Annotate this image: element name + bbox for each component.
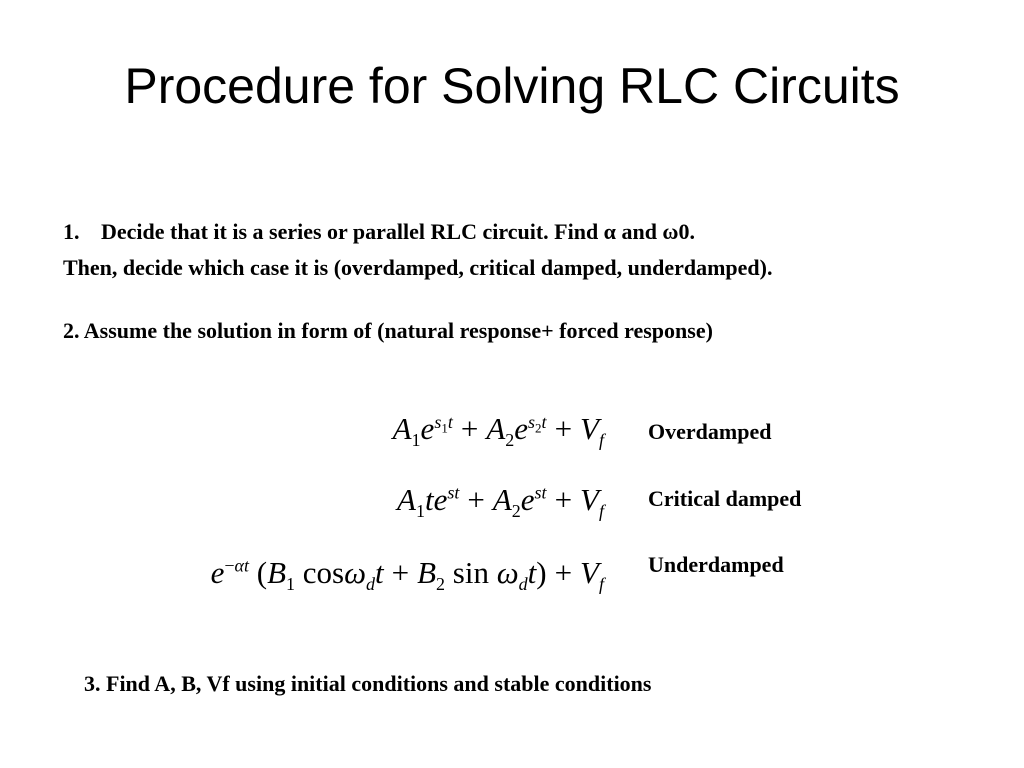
- case-label-overdamped: Overdamped: [648, 419, 772, 444]
- case-label-underdamped: Underdamped: [648, 552, 784, 577]
- underdamped-equation: $e^{-\alpha t}$ ($B_1$ $\cos\omega_dt + B_2$ $\sin \omega_dt) + V_f$: [210, 555, 604, 595]
- step-1-line-2: Then, decide which case it is (overdamped, critical damped, underdamped).: [63, 255, 773, 280]
- step-3-text: 3. Find A, B, Vf using initial conditions and stable conditions: [84, 671, 652, 696]
- step-2-text: 2. Assume the solution in form of (natural response+ forced response): [63, 318, 713, 343]
- slide-title: Procedure for Solving RLC Circuits: [124, 58, 900, 114]
- step-1-text: Decide that it is a series or parallel RLC circuit. Find α and ω0.: [101, 219, 696, 244]
- step-1-number: 1.: [63, 219, 80, 244]
- critical-damped-equation: $A_1te^{st} + A_2e^{st} + V_f$: [397, 482, 604, 522]
- case-label-critical-damped: Critical damped: [648, 486, 802, 511]
- step-1-line-1: [63, 219, 695, 245]
- overdamped-equation: $A_1e^{s_1t} + A_2e^{s_2t} + V_f$: [392, 411, 604, 451]
